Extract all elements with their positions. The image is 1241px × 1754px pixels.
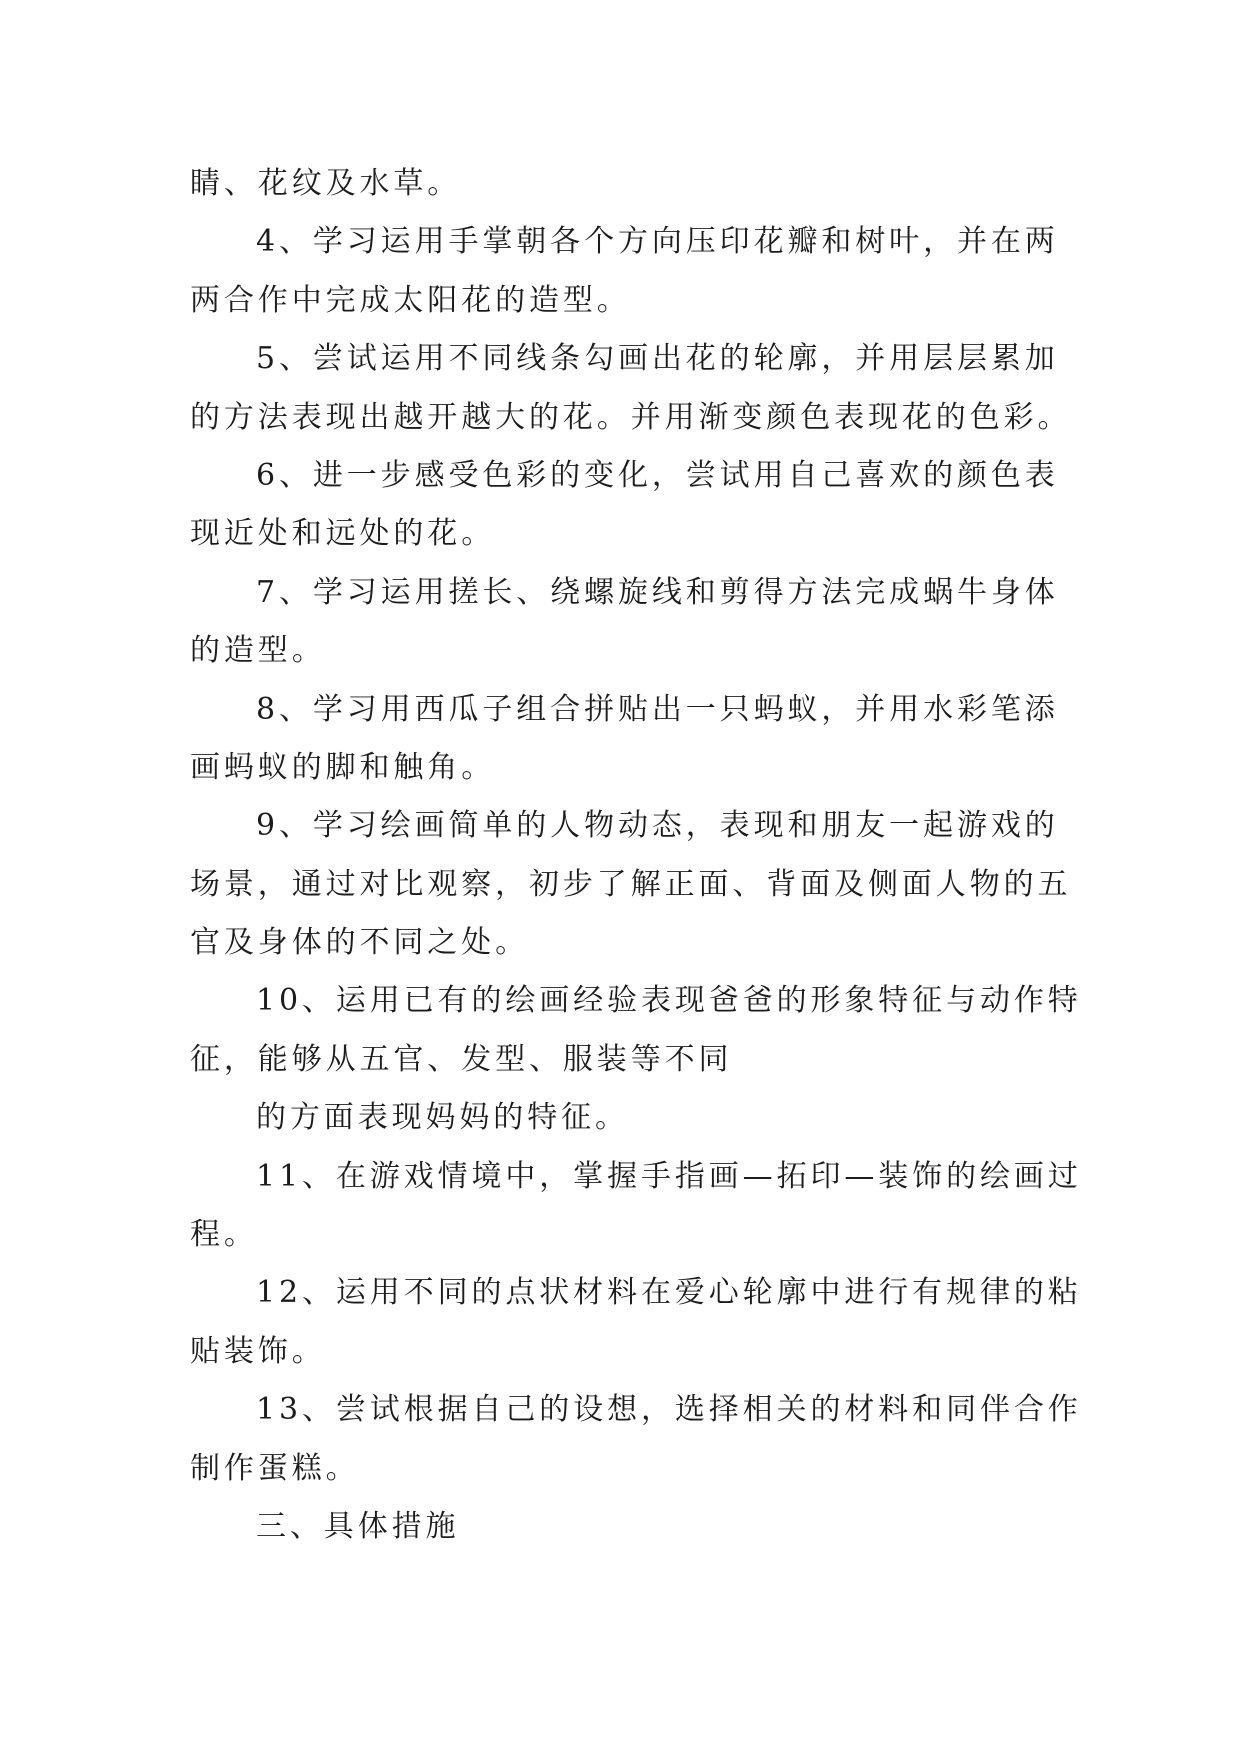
paragraph-item-6 [190,447,1090,564]
paragraph-item-4 [190,213,1090,330]
paragraph-line: 13、尝试根据自己的设想，选择相关的材料和同伴合作 [256,1392,1082,1428]
paragraph-item-12 [190,1264,1090,1381]
paragraph-line: 征，能够从五官、发型、服装等不同 [190,1041,733,1077]
paragraph-line: 两合作中完成太阳花的造型。 [190,282,631,318]
paragraph-line: 画蚂蚁的脚和触角。 [190,749,496,785]
paragraph-line: 的造型。 [190,633,326,669]
paragraph-line: 5、尝试运用不同线条勾画出花的轮廓，并用层层累加 [256,341,1059,377]
paragraph-item-8 [190,681,1090,798]
paragraph-line: 11、在游戏情境中，掌握手指画—拓印—装饰的绘画过 [256,1158,1082,1194]
paragraph-line: 的方法表现出越开越大的花。并用渐变颜色表现花的色彩。 [190,399,1072,435]
paragraph-line: 8、学习用西瓜子组合拼贴出一只蚂蚁，并用水彩笔添 [256,691,1059,727]
paragraph-item-9 [190,797,1090,972]
paragraph-line: 12、运用不同的点状材料在爱心轮廓中进行有规律的粘 [256,1275,1082,1311]
paragraph-item-10 [190,972,1090,1089]
paragraph-line: 6、进一步感受色彩的变化，尝试用自己喜欢的颜色表 [256,457,1059,493]
paragraph-line: 10、运用已有的绘画经验表现爸爸的形象特征与动作特 [256,983,1082,1019]
paragraph-line: 睛、花纹及水草。 [190,166,462,201]
paragraph-line: 现近处和远处的花。 [190,516,496,552]
paragraph-line: 的方面表现妈妈的特征。 [256,1100,629,1136]
paragraph-item-10-continued [190,1089,1090,1147]
paragraph-line: 7、学习运用搓长、绕螺旋线和剪得方法完成蜗牛身体 [256,574,1059,610]
paragraph-item-5 [190,330,1090,447]
paragraph-line: 程。 [190,1217,258,1253]
section-heading [190,1498,1090,1556]
paragraph-line: 9、学习绘画简单的人物动态，表现和朋友一起游戏的 [256,808,1059,844]
paragraph-line: 官及身体的不同之处。 [190,925,529,961]
section-heading-text: 三、具体措施 [256,1508,460,1544]
paragraph-line: 贴装饰。 [190,1333,326,1369]
body-text [190,155,1090,1556]
paragraph-item-13 [190,1381,1090,1498]
paragraph-item-7 [190,564,1090,681]
paragraph-line: 制作蛋糕。 [190,1450,360,1486]
paragraph-line: 4、学习运用手掌朝各个方向压印花瓣和树叶，并在两 [256,224,1059,260]
paragraph-continuation [190,155,1090,213]
paragraph-item-11 [190,1148,1090,1265]
paragraph-line: 场景，通过对比观察，初步了解正面、背面及侧面人物的五 [190,866,1072,902]
